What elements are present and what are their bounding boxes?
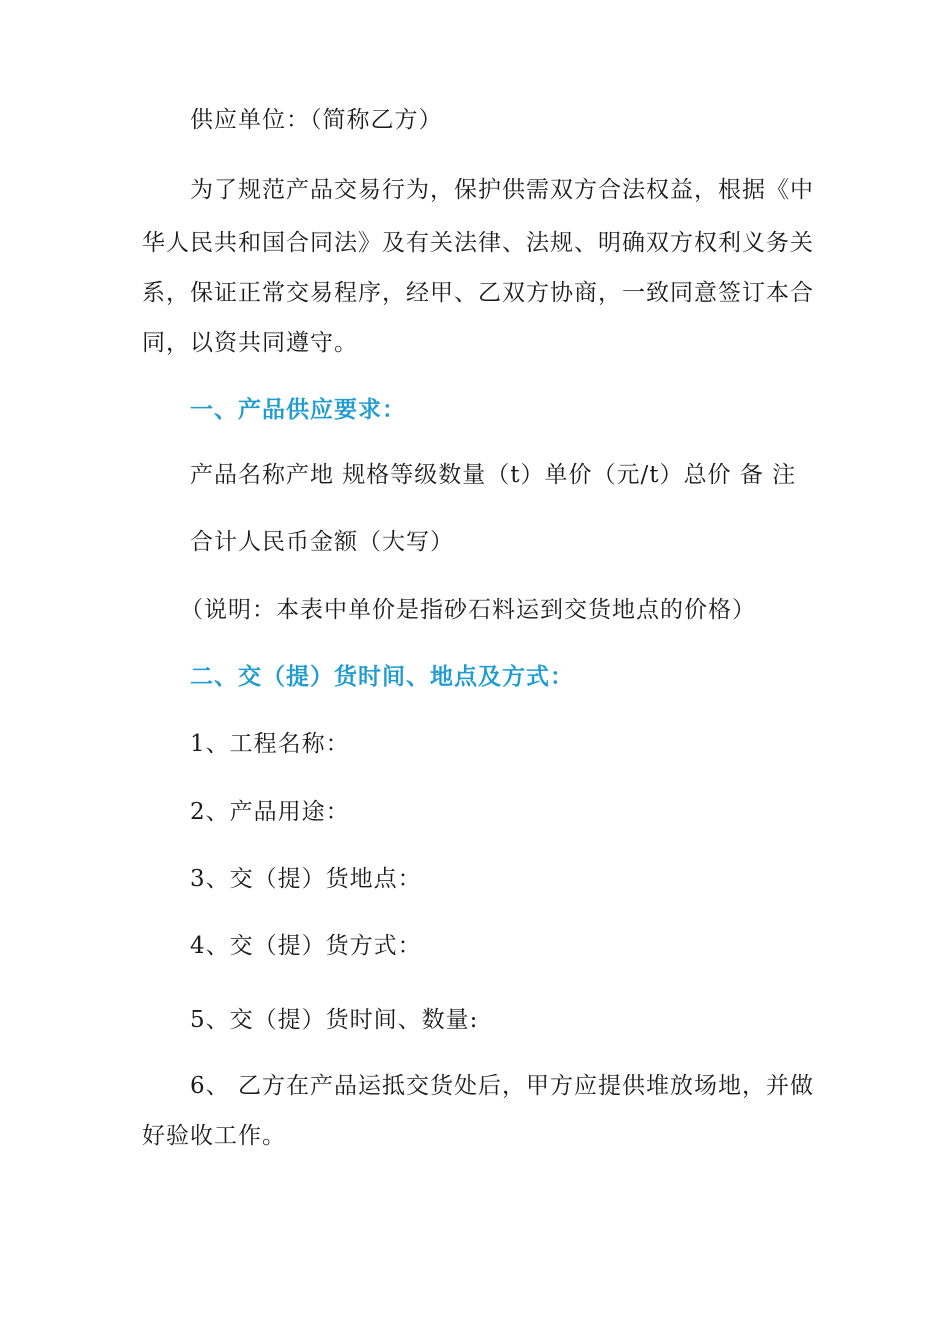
list-item: 2、产品用途： (190, 799, 350, 825)
section-1-heading: 一、产品供应要求： (190, 397, 406, 423)
list-item: 4、交（提）货方式： (190, 933, 422, 959)
list-item: 3、交（提）货地点： (190, 866, 422, 892)
item-6-line-2: 好验收工作。 (142, 1123, 286, 1149)
list-item: 5、交（提）货时间、数量: (190, 1007, 479, 1033)
intro-line-2: 华人民共和国合同法》及有关法律、法规、明确双方权利义务关 (142, 230, 814, 256)
note-line: （说明：本表中单价是指砂石料运到交货地点的价格） (180, 597, 756, 623)
intro-line-1: 为了规范产品交易行为，保护供需双方合法权益，根据《中 (190, 177, 814, 203)
total-amount-line: 合计人民币金额（大写） (190, 529, 454, 555)
item-6-line-1: 6、 乙方在产品运抵交货处后，甲方应提供堆放场地，并做 (190, 1073, 814, 1099)
section-2-heading: 二、交（提）货时间、地点及方式： (190, 664, 574, 690)
table-header-line: 产品名称产地 规格等级数量（t）单价（元/t）总价 备 注 (190, 462, 797, 488)
intro-line-4: 同，以资共同遵守。 (142, 330, 358, 356)
supplier-line: 供应单位：（简称乙方） (190, 107, 443, 133)
intro-line-3: 系，保证正常交易程序，经甲、乙双方协商，一致同意签订本合 (142, 280, 814, 306)
list-item: 1、工程名称： (190, 731, 350, 757)
